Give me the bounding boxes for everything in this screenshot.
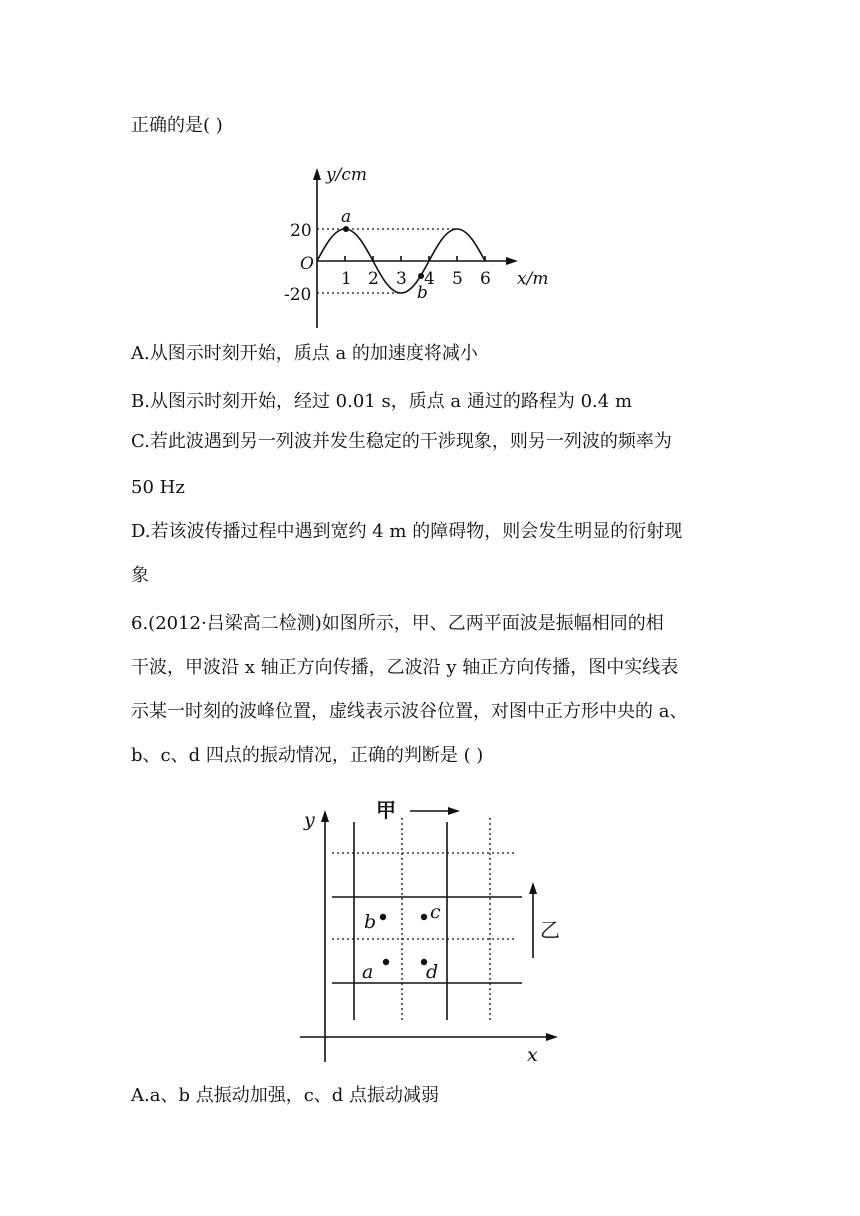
option-a-line: A.从图示时刻开始，质点 a 的加速度将减小	[131, 343, 478, 364]
trough-lines-horizontal	[332, 853, 516, 939]
question-6-line-1: 6.(2012·吕梁高二检测)如图所示，甲、乙两平面波是振幅相同的相	[131, 613, 664, 634]
option-b-line: B.从图示时刻开始，经过 0.01 s，质点 a 通过的路程为 0.4 m	[131, 391, 633, 412]
origin-label: O	[300, 254, 314, 274]
x-axis-label: x	[527, 1044, 538, 1066]
option-c-line-2: 50 Hz	[131, 477, 185, 498]
question-6-line-3: 示某一时刻的波峰位置，虚线表示波谷位置，对图中正方形中央的 a、	[131, 701, 688, 722]
x-tick-2: 2	[368, 269, 379, 289]
x-axis-arrow-icon	[506, 257, 518, 265]
wave-graph-figure	[280, 160, 580, 340]
question-6-line-2: 干波，甲波沿 x 轴正方向传播，乙波沿 y 轴正方向传播，图中实线表	[131, 657, 679, 678]
x-tick-5: 5	[452, 269, 463, 289]
y-axis-arrow-icon	[321, 810, 329, 822]
y-axis-label: y/cm	[326, 165, 367, 185]
x-axis-arrow-icon	[546, 1033, 558, 1041]
option-d-line-2: 象	[131, 565, 149, 586]
y-tick-20: 20	[290, 221, 312, 241]
x-tick-4: 4	[424, 269, 435, 289]
x-axis-label: x/m	[517, 269, 549, 289]
x-tick-6: 6	[480, 269, 491, 289]
wave2-arrow-icon	[529, 882, 537, 894]
point-b-label: b	[364, 911, 377, 933]
wave1-label: 甲	[376, 798, 396, 822]
text-line-1: 正确的是( )	[131, 115, 223, 136]
point-a-label: a	[362, 961, 374, 983]
point-c-dot	[421, 914, 427, 920]
y-axis-label: y	[304, 809, 315, 831]
point-a-dot	[383, 959, 389, 965]
point-b-dot	[380, 914, 386, 920]
x-tick-3: 3	[396, 269, 407, 289]
point-a-label: a	[341, 207, 352, 227]
x-tick-1: 1	[341, 269, 352, 289]
point-d-label: d	[426, 961, 439, 983]
question-6-line-4: b、c、d 四点的振动情况，正确的判断是 ( )	[131, 745, 484, 766]
wave2-label: 乙	[540, 918, 560, 942]
y-tick-minus-20: -20	[284, 285, 312, 305]
trough-lines-vertical	[402, 818, 490, 1020]
option-c-line: C.若此波遇到另一列波并发生稳定的干涉现象，则另一列波的频率为	[131, 431, 672, 452]
interference-figure	[290, 790, 580, 1070]
point-b-label: b	[417, 283, 428, 303]
point-c-label: c	[430, 901, 441, 923]
wave1-arrow-icon	[448, 807, 460, 815]
question-6-option-a: A.a、b 点振动加强，c、d 点振动减弱	[131, 1085, 440, 1106]
option-d-line: D.若该波传播过程中遇到宽约 4 m 的障碍物，则会发生明显的衍射现	[131, 521, 683, 542]
y-axis-arrow-icon	[313, 168, 321, 180]
